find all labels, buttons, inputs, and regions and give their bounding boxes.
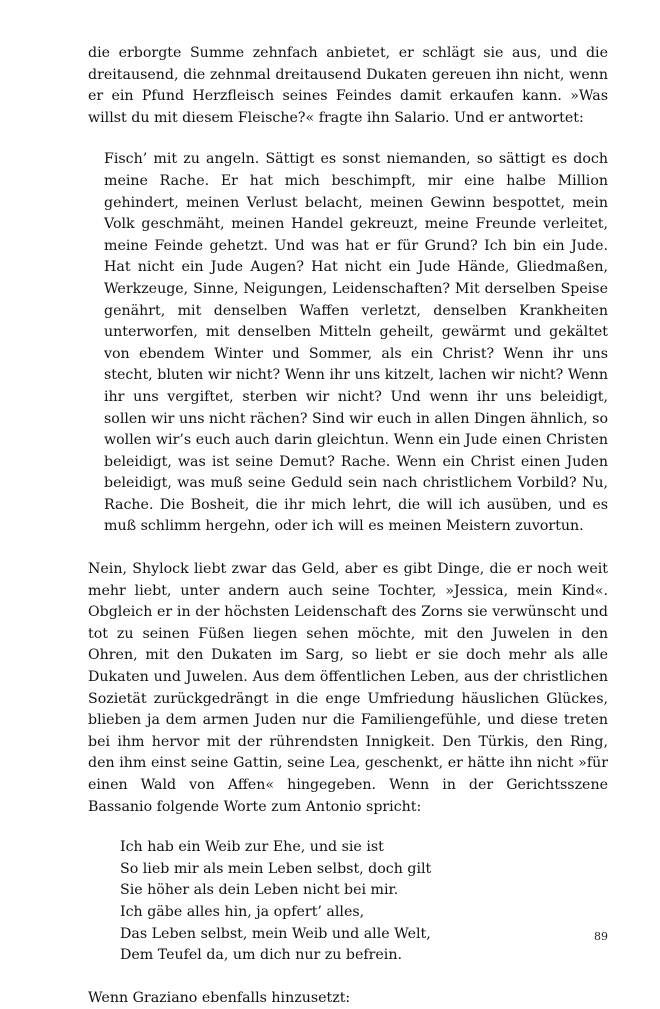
- verse-line: Ich gäbe alles hin, ja opfert’ alles,: [120, 903, 365, 920]
- paragraph-graziano: Wenn Graziano ebenfalls hinzusetzt:: [88, 989, 351, 1006]
- verse-line: Sie höher als dein Leben nicht bei mir.: [120, 882, 399, 899]
- spacer: [88, 967, 608, 988]
- shylock-block-quote: Fisch’ mit zu angeln. Sättigt es sonst niemanden, so sättigt es doch meine Rache. Er hat mich beschimpft, mir eine halbe Million gehindert, meinen Verlust belacht, meinen Gewinn bespottet, mein Volk geschmäht, meinen Handel gekreuzt, meine Freunde verleitet, meine Feinde gehetzt. Und was hat er für Grund? Ich bin ein Jude. Hat nicht ein Jude Augen? Hat nicht ein Jude Hände, Gliedmaßen, Werkzeuge, Sinne, Neigungen, Leidenschaften? Mit derselben Speise genährt, mit denselben Waffen verletzt, denselben Krankheiten unterworfen, mit denselben Mitteln geheilt, gewärmt und gekältet von ebendem Winter und Sommer, als ein Christ? Wenn ihr uns stecht, bluten wir nicht? Wenn ihr uns kitzelt, lachen wir nicht? Wenn ihr uns vergiftet, sterben wir nicht? Und wenn ihr uns beleidigt, sollen wir uns nicht rächen? Sind wir euch in allen Dingen ähnlich, so wollen wir’s euch auch darin gleichtun. Wenn ein Jude einen Christen beleidigt, was ist seine Demut? Rache. Wenn ein Christ einen Juden beleidigt, was muß seine Geduld sein nach christlichem Vorbild? Nu, Rache. Die Bosheit, die ihr mich lehrt, die will ich ausüben, und es muß schlimm hergehn, oder ich will es meinen Meistern zuvortun.: [104, 151, 608, 535]
- verse-line: Ich hab ein Weib zur Ehe, und sie ist: [120, 839, 384, 856]
- verse-line: Das Leben selbst, mein Weib und alle Welt,: [120, 925, 431, 942]
- verse-line: Dem Teufel da, um dich nur zu befrein.: [120, 947, 402, 964]
- paragraph-shylock-daughter: Nein, Shylock liebt zwar das Geld, aber es gibt Dinge, die er noch weit mehr liebt, unter andern auch seine Tochter, »Jessica, mein Kind«. Obgleich er in der höchsten Leidenschaft des Zorns sie verwünscht und tot zu seinen Füßen liegen sehen möchte, mit den Juwelen in den Ohren, mit den Dukaten im Sarg, so liebt er sie doch mehr als alle Dukaten und Juwelen. Aus dem öffentlichen Leben, aus der christlichen Sozietät zurückgedrängt in die enge Umfriedung häuslichen Glückes, blieben ja dem armen Juden nur die Familiengefühle, und diese treten bei ihm hervor mit der rührendsten Innigkeit. Den Türkis, den Ring, den ihm einst seine Gattin, seine Lea, geschenkt, er hätte ihn nicht »für einen Wald von Affen« hingegeben. Wenn in der Gerichtsszene Bassanio folgende Worte zum Antonio spricht:: [88, 561, 608, 815]
- paragraph-opening: die erborgte Summe zehnfach anbietet, er schlägt sie aus, und die dreitausend, die zehnmal dreitausend Dukaten gereuen ihn nicht, wenn er ein Pfund Herzfleisch seines Feindes damit erkaufen kann. »Was willst du mit diesem Fleische?« fragte ihn Salario. Und er antwortet:: [88, 45, 608, 126]
- page-number: 89: [594, 930, 608, 943]
- verse-line: So lieb mir als mein Leben selbst, doch gilt: [120, 860, 432, 877]
- spacer: [88, 538, 608, 559]
- verse-quote: [120, 837, 608, 967]
